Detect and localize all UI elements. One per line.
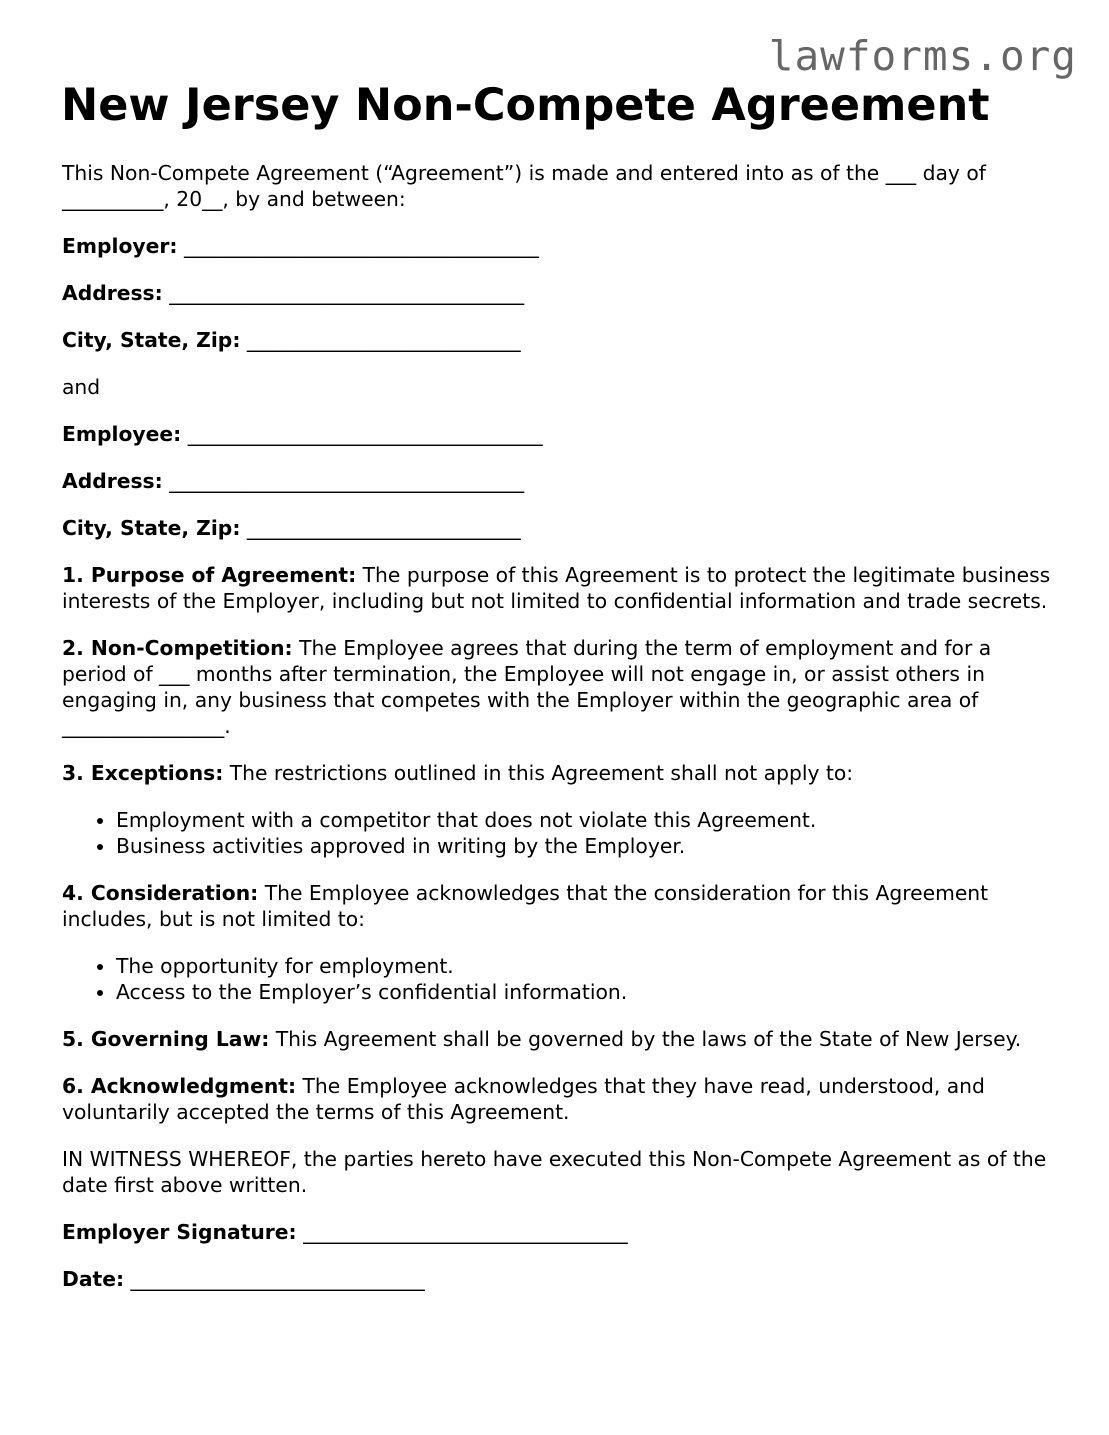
- section-purpose: [62, 562, 1052, 614]
- and-text: and: [62, 375, 101, 399]
- employee-name-line: [62, 421, 1052, 447]
- document-body: [62, 160, 1052, 1313]
- date-blank[interactable]: _____________________________: [130, 1267, 425, 1291]
- list-item: • The opportunity for employment.: [116, 953, 1052, 979]
- section-heading: 1. Purpose of Agreement:: [62, 563, 357, 587]
- section-text: The Employee acknowledges that the consideration for this Agreement includes, but is not limited to:: [62, 881, 989, 931]
- watermark-logo: lawforms.org: [768, 32, 1077, 80]
- employer-address-label: Address:: [62, 281, 163, 305]
- employee-name-label: Employee:: [62, 422, 182, 446]
- list-item: • Access to the Employer’s confidential information.: [116, 979, 1052, 1005]
- employer-signature-blank[interactable]: ________________________________: [303, 1220, 628, 1244]
- section-heading: 3. Exceptions:: [62, 761, 224, 785]
- section-heading: 6. Acknowledgment:: [62, 1074, 297, 1098]
- employer-city-line: [62, 327, 1052, 353]
- employer-signature-line: [62, 1219, 1052, 1245]
- document-title: New Jersey Non-Compete Agreement: [61, 80, 990, 131]
- employer-name-line: [62, 233, 1052, 259]
- exceptions-list: [62, 807, 1052, 859]
- section-text: The Employee agrees that during the term of employment and for a period of ___ months after termination, the Employee will not engage in, or assist others in engaging in, any business that competes with the Employer within the geographic area of ________________.: [62, 636, 992, 738]
- witness-paragraph: IN WITNESS WHEREOF, the parties hereto have executed this Non-Compete Agreement as of the date first above written.: [62, 1147, 1047, 1197]
- section-acknowledgment: [62, 1073, 1052, 1125]
- date-label: Date:: [62, 1267, 125, 1291]
- section-heading: 5. Governing Law:: [62, 1027, 270, 1051]
- section-heading: 2. Non-Competition:: [62, 636, 293, 660]
- section-text: The Employee acknowledges that they have read, understood, and voluntarily accepted the terms of this Agreement.: [62, 1074, 985, 1124]
- employer-city-blank[interactable]: ___________________________: [246, 328, 521, 352]
- list-item: • Employment with a competitor that does not violate this Agreement.: [116, 807, 1052, 833]
- employee-address-blank[interactable]: ___________________________________: [169, 469, 525, 493]
- employer-address-blank[interactable]: ___________________________________: [169, 281, 525, 305]
- section-text: This Agreement shall be governed by the laws of the State of New Jersey.: [275, 1027, 1022, 1051]
- employee-city-line: [62, 515, 1052, 541]
- section-non-competition: [62, 635, 1052, 739]
- employee-address-line: [62, 468, 1052, 494]
- employer-city-label: City, State, Zip:: [62, 328, 241, 352]
- section-exceptions: [62, 760, 1052, 786]
- section-consideration: [62, 880, 1052, 932]
- employee-name-blank[interactable]: ___________________________________: [187, 422, 543, 446]
- intro-paragraph: This Non-Compete Agreement (“Agreement”) is made and entered into as of the ___ day of __________, 20__, by and between:: [62, 161, 986, 211]
- section-heading: 4. Consideration:: [62, 881, 259, 905]
- employer-address-line: [62, 280, 1052, 306]
- section-text: The restrictions outlined in this Agreement shall not apply to:: [229, 761, 854, 785]
- employee-address-label: Address:: [62, 469, 163, 493]
- consideration-list: [62, 953, 1052, 1005]
- employee-city-blank[interactable]: ___________________________: [246, 516, 521, 540]
- employer-name-label: Employer:: [62, 234, 178, 258]
- section-text: The purpose of this Agreement is to protect the legitimate business interests of the Employer, including but not limited to confidential information and trade secrets.: [62, 563, 1051, 613]
- date-line: [62, 1266, 1052, 1292]
- employer-signature-label: Employer Signature:: [62, 1220, 297, 1244]
- list-item: • Business activities approved in writing by the Employer.: [116, 833, 1052, 859]
- section-governing-law: [62, 1026, 1052, 1052]
- employee-city-label: City, State, Zip:: [62, 516, 241, 540]
- employer-name-blank[interactable]: ___________________________________: [183, 234, 539, 258]
